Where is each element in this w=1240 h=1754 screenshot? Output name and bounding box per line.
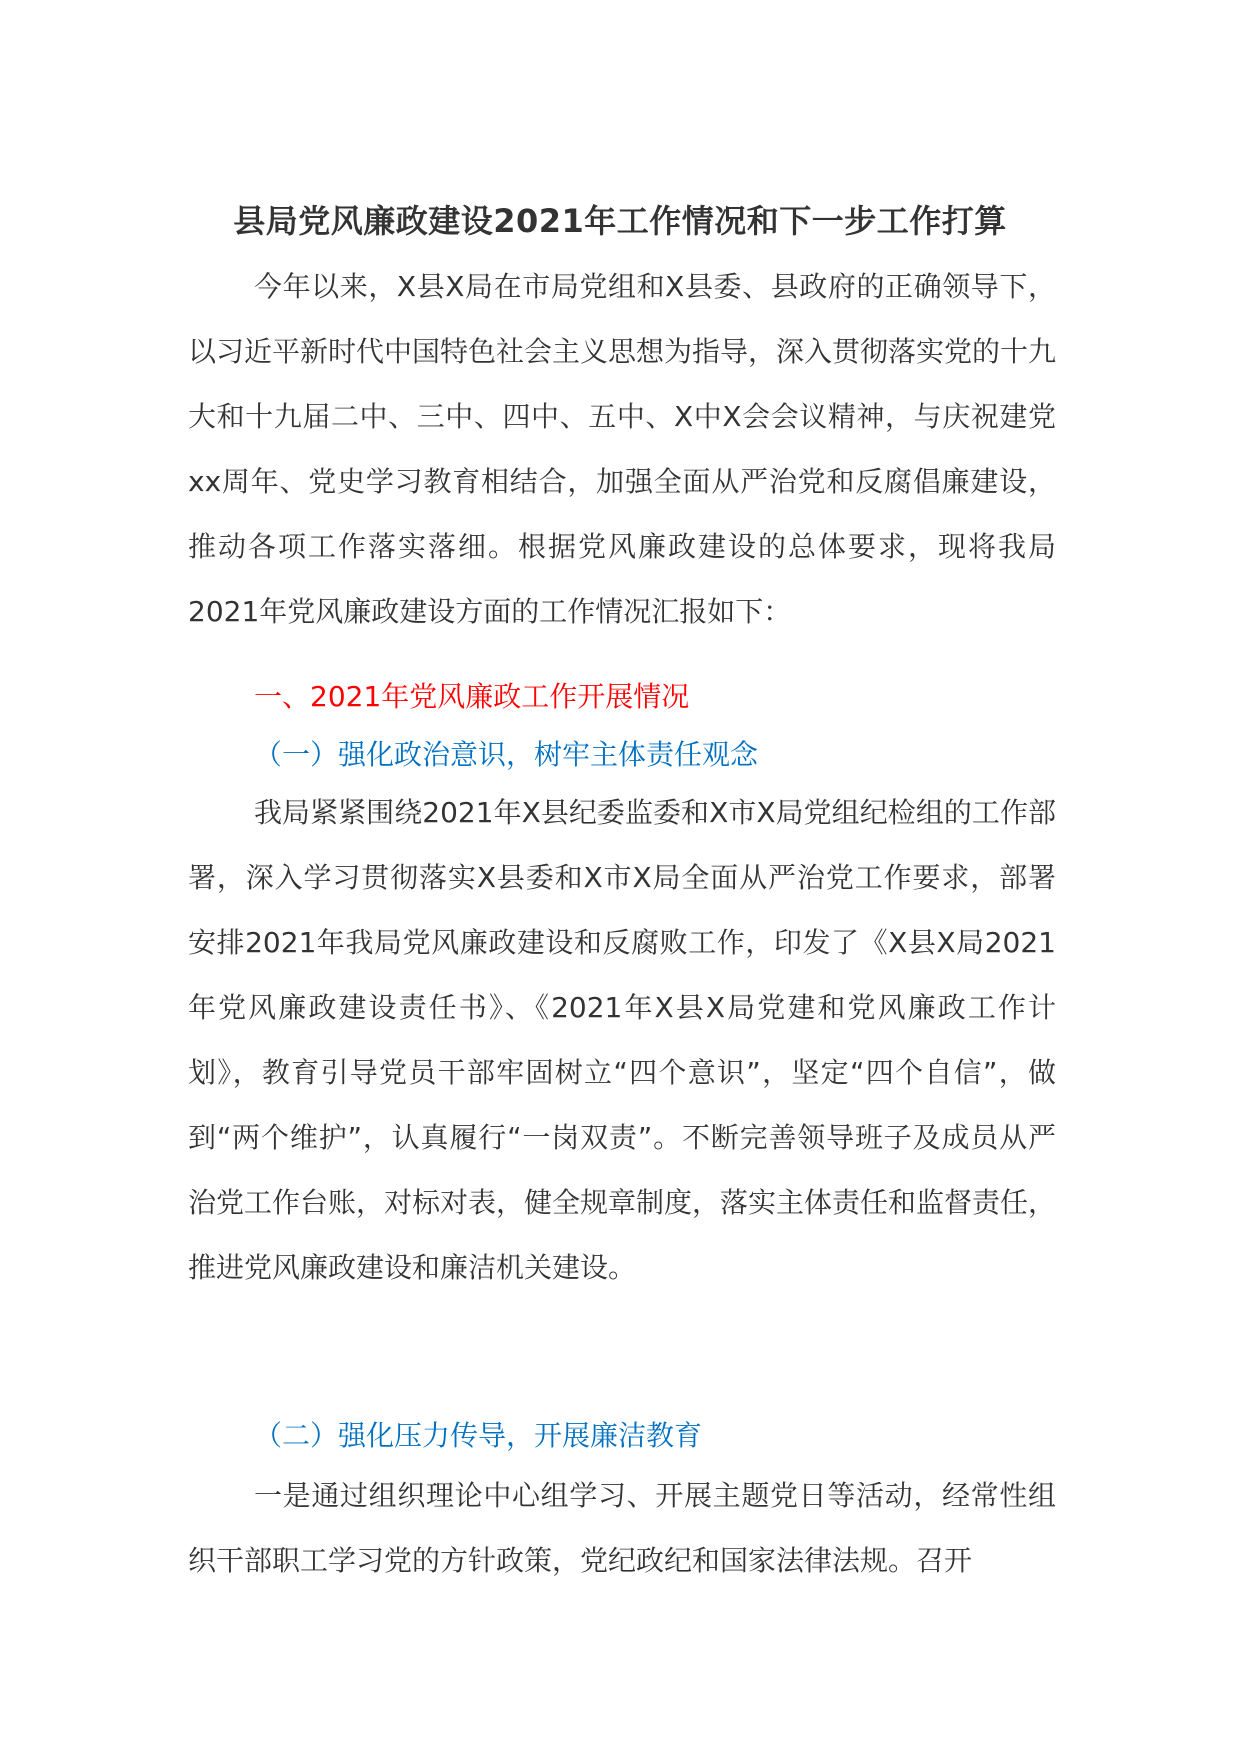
subsection-2-block: [188, 1463, 1056, 1593]
intro-paragraph: 今年以来，X县X局在市局党组和X县委、县政府的正确领导下，以习近平新时代中国特色社会主义思想为指导，深入贯彻落实党的十九大和十九届二中、三中、四中、五中、X中X会会议精神，与庆祝建党xx周年、党史学习教育相结合，加强全面从严治党和反腐倡廉建设，推动各项工作落实落细。根据党风廉政建设的总体要求，现将我局2021年党风廉政建设方面的工作情况汇报如下：: [188, 270, 1057, 628]
intro-block: [188, 254, 1056, 644]
subsection-heading-1: （一）强化政治意识，树牢主体责任观念: [254, 738, 759, 771]
subsection-1-paragraph: 我局紧紧围绕2021年X县纪委监委和X市X局党组纪检组的工作部署，深入学习贯彻落实X县委和X市X局全面从严治党工作要求，部署安排2021年我局党风廉政建设和反腐败工作，印发了《X县X局2021年党风廉政建设责任书》、《2021年X县X局党建和党风廉政工作计划》，教育引导党员干部牢固树立“四个意识”，坚定“四个自信”，做到“两个维护”，认真履行“一岗双责”。不断完善领导班子及成员从严治党工作台账，对标对表，健全规章制度，落实主体责任和监督责任，推进党风廉政建设和廉洁机关建设。: [188, 796, 1057, 1284]
subsection-2-paragraph: 一是通过组织理论中心组学习、开展主题党日等活动，经常性组织干部职工学习党的方针政策，党纪政纪和国家法律法规。召开: [188, 1479, 1056, 1577]
section-heading-1: 一、2021年党风廉政工作开展情况: [254, 680, 690, 713]
document-title: 县局党风廉政建设2021年工作情况和下一步工作打算: [233, 202, 1007, 240]
subsection-heading-2: （二）强化压力传导，开展廉洁教育: [254, 1419, 703, 1452]
subsection-1-block: [188, 719, 1056, 1300]
